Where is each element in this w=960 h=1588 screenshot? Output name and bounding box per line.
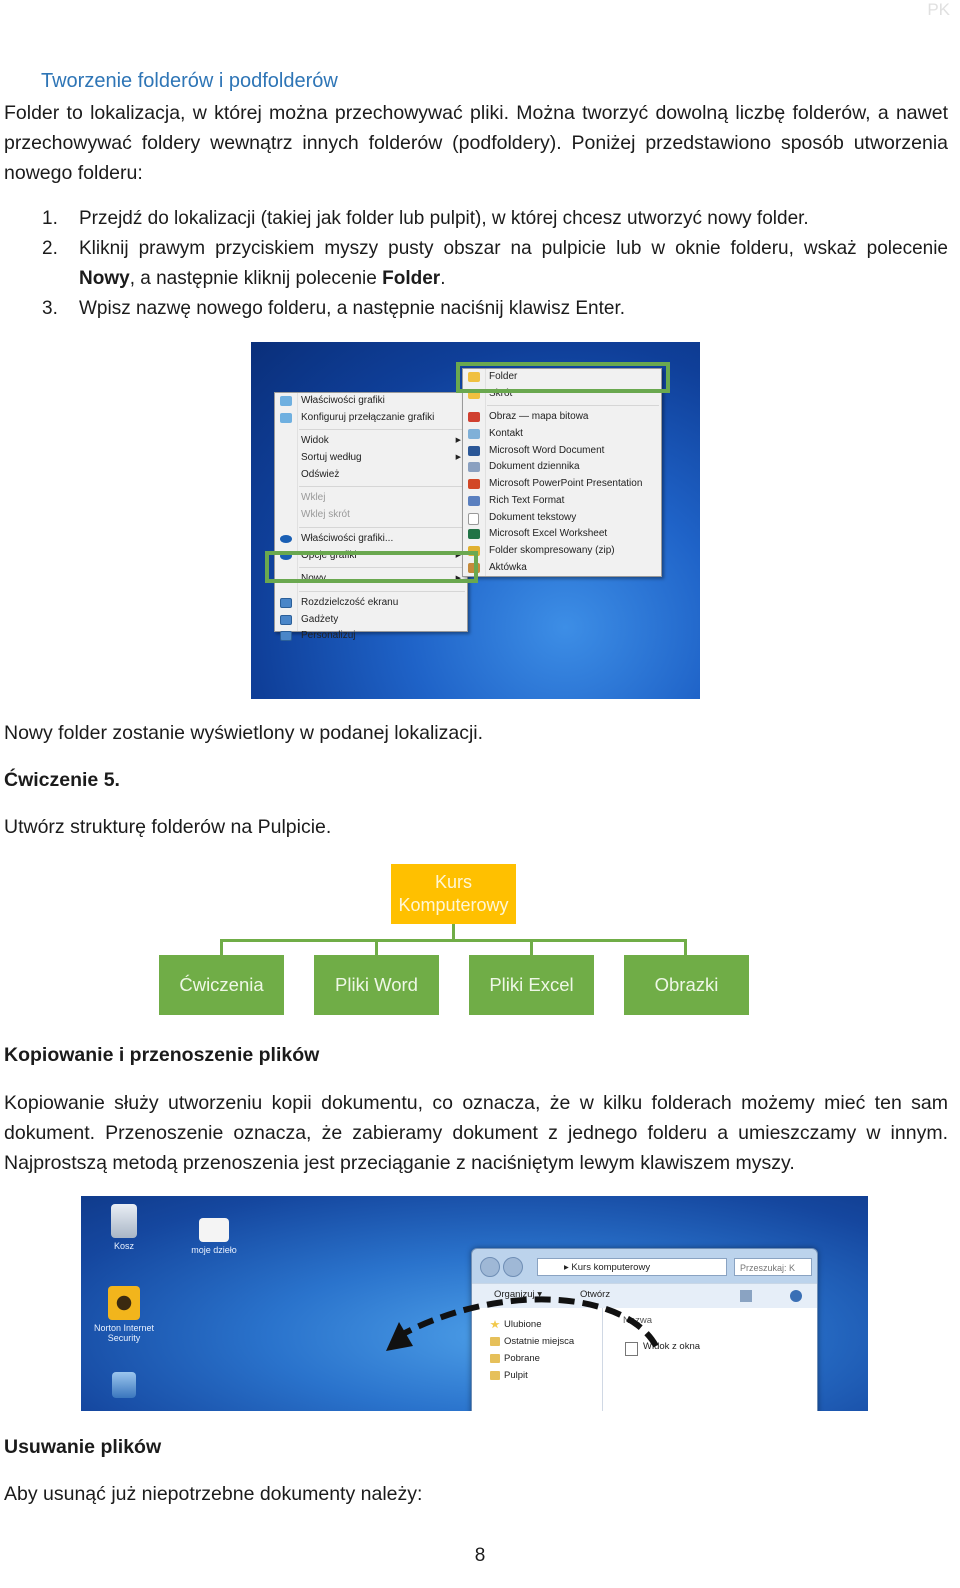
img-icon <box>468 412 480 422</box>
jour-icon <box>468 462 480 472</box>
menu-separator <box>299 591 465 592</box>
submenu-item[interactable] <box>463 526 661 543</box>
context-menu-item[interactable] <box>275 433 467 450</box>
step-text-part: Kliknij prawym przyciskiem myszy pusty obszar na pulpicie lub w oknie folderu, wskaż polecenie <box>79 238 948 259</box>
copy-section-text: Kopiowanie służy utworzeniu kopii dokumentu, co oznacza, że w kilku folderach możemy mieć ten sam dokument. Przenoszenie oznacza, że zabieramy dokument z jednego folderu a umieszczamy w innym. Najprostszą metodą przenoszenia jest przeciąganie z naciśniętym lewym klawiszem myszy. <box>4 1092 948 1174</box>
submenu-arrow-icon: ▶ <box>455 551 461 559</box>
context-menu-item <box>275 490 467 507</box>
context-menu-item-label: Wklej skrót <box>301 509 350 521</box>
after-shot-text: Nowy folder zostanie wyświetlony w podanej lokalizacji. <box>4 722 484 744</box>
nowy-highlight <box>265 551 478 583</box>
context-menu-item-label: Gadżety <box>301 613 339 625</box>
context-menu-item[interactable] <box>275 410 467 427</box>
step-text-part: , a następnie kliknij polecenie <box>129 268 383 289</box>
submenu-item-label: Microsoft PowerPoint Presentation <box>489 478 643 490</box>
org-root-line1: Kurs <box>434 872 472 892</box>
context-menu-item-label: Widok <box>301 435 329 447</box>
submenu-item[interactable] <box>463 560 661 577</box>
org-root-line2: Komputerowy <box>398 895 509 915</box>
org-child-obrazki: Obrazki <box>624 955 749 1015</box>
address-bar[interactable]: ▸ Kurs komputerowy <box>537 1258 727 1276</box>
context-menu-item-label: Personalizuj <box>301 630 356 642</box>
step-bold-term: Nowy <box>79 268 130 289</box>
context-menu-item-label: Nowy <box>301 573 327 585</box>
intel-icon <box>280 535 292 543</box>
step-item <box>4 204 948 234</box>
context-menu-item-label: Konfiguruj przełączanie grafiki <box>301 411 435 423</box>
header-mark: PK <box>927 0 950 19</box>
org-child-pliki-word: Pliki Word <box>314 955 439 1015</box>
context-menu-item[interactable] <box>275 531 467 548</box>
desktop-icon-label: moje dzieło <box>191 1245 237 1255</box>
drag-screenshot <box>81 1196 868 1411</box>
rtf-icon <box>468 496 480 506</box>
step-number: 1. <box>42 208 58 229</box>
drag-arrow-path <box>399 1299 656 1346</box>
submenu-item[interactable] <box>463 493 661 510</box>
step-number: 3. <box>42 298 58 319</box>
nav-label: Pobrane <box>504 1353 540 1364</box>
submenu-item-label: Microsoft Excel Worksheet <box>489 528 608 540</box>
org-connector-bar <box>220 939 687 942</box>
submenu-item-label: Folder skompresowany (zip) <box>489 544 615 556</box>
monitor-icon <box>280 598 292 608</box>
xls-icon <box>468 529 480 539</box>
search-input[interactable]: Przeszukaj: K <box>734 1258 812 1276</box>
context-menu-item-label: Wklej <box>301 492 326 504</box>
submenu-arrow-icon: ▶ <box>455 437 461 445</box>
submenu-item-label: Microsoft Word Document <box>489 444 605 456</box>
exercise-text: Utwórz strukturę folderów na Pulpicie. <box>4 816 332 838</box>
submenu-item[interactable] <box>463 476 661 493</box>
step-bold-term: Folder <box>382 268 441 289</box>
nav-label: Ulubione <box>504 1319 542 1330</box>
nav-label: Pulpit <box>504 1370 528 1381</box>
menu-separator <box>299 429 465 430</box>
column-header-name[interactable]: Nazwa <box>623 1315 653 1326</box>
context-menu-item[interactable] <box>275 612 467 629</box>
org-connector-1 <box>220 939 223 955</box>
step-item <box>4 234 948 294</box>
drag-arrow <box>81 1196 868 1411</box>
org-root-box <box>391 864 516 924</box>
context-menu-item-label: Odśwież <box>301 468 340 480</box>
menu-separator <box>487 405 659 406</box>
context-menu-item[interactable] <box>275 595 467 612</box>
context-menu-item-label: Rozdzielczość ekranu <box>301 596 399 608</box>
context-menu <box>274 392 468 642</box>
intro-paragraph: Folder to lokalizacja, w której można przechowywać pliki. Można tworzyć dowolną liczbę folderów, a nawet przechowywać foldery wewnątrz innych folderów (podfoldery). Poniżej przedstawiono sposób utworzenia nowego folderu: <box>4 102 948 184</box>
submenu-item-label: Skrót <box>489 387 513 399</box>
context-menu-item[interactable] <box>275 450 467 467</box>
submenu-item[interactable] <box>463 510 661 527</box>
context-menu-screenshot <box>251 342 700 699</box>
organize-button[interactable]: Organizuj ▾ <box>494 1289 543 1300</box>
org-connector-3 <box>530 939 533 955</box>
org-connector-root <box>452 924 455 940</box>
submenu-arrow-icon: ▶ <box>455 575 461 583</box>
section-title: Tworzenie folderów i podfolderów <box>41 70 338 92</box>
word-icon <box>468 446 480 456</box>
step-text-part: Wpisz nazwę nowego folderu, a następnie naciśnij klawisz Enter. <box>79 298 626 319</box>
desktop-icon-label: Norton Internet Security <box>93 1323 155 1343</box>
submenu-item[interactable] <box>463 426 661 443</box>
org-child-cwiczenia: Ćwiczenia <box>159 955 284 1015</box>
context-menu-item-label: Sortuj według <box>301 452 362 464</box>
context-menu-item-label: Opcje grafiki <box>301 549 357 561</box>
step-number: 2. <box>42 238 58 259</box>
step-text <box>79 234 948 294</box>
step-text-part: Przejdź do lokalizacji (takiej jak folder lub pulpit), w której chcesz utworzyć nowy folder. <box>79 208 809 229</box>
step-item <box>4 294 948 324</box>
submenu-item-label: Rich Text Format <box>489 494 565 506</box>
step-text <box>79 294 948 324</box>
delete-section-text: Aby usunąć już niepotrzebne dokumenty należy: <box>4 1483 423 1505</box>
steps-list <box>4 204 948 324</box>
step-text-part: . <box>440 268 446 289</box>
exercise-title: Ćwiczenie 5. <box>4 769 120 791</box>
delete-section-title: Usuwanie plików <box>4 1436 162 1458</box>
drag-arrow-head <box>386 1322 413 1351</box>
org-child-pliki-excel: Pliki Excel <box>469 955 594 1015</box>
submenu-item-label: Dokument dziennika <box>489 461 580 473</box>
step-text <box>79 204 948 234</box>
submenu-item[interactable] <box>463 409 661 426</box>
menu-separator <box>299 486 465 487</box>
submenu-item-label: Kontakt <box>489 428 523 440</box>
submenu-item[interactable] <box>463 459 661 476</box>
org-connector-4 <box>684 939 687 955</box>
cont-icon <box>468 429 480 439</box>
submenu-item[interactable] <box>463 443 661 460</box>
submenu-item[interactable] <box>463 543 661 560</box>
submenu-item-label: Folder <box>489 371 518 382</box>
new-submenu <box>462 368 662 577</box>
page-number: 8 <box>474 1545 486 1566</box>
context-menu-item[interactable] <box>275 628 467 645</box>
monitor-icon <box>280 631 292 641</box>
submenu-arrow-icon: ▶ <box>455 454 461 462</box>
context-menu-item[interactable] <box>275 393 467 410</box>
copy-section-title: Kopiowanie i przenoszenie plików <box>4 1044 320 1066</box>
desktop-icon-label: Kosz <box>113 1241 134 1251</box>
menu-separator <box>299 527 465 528</box>
submenu-item-label: Aktówka <box>489 561 527 573</box>
paint-icon <box>280 413 292 423</box>
file-label: Widok z okna <box>643 1341 701 1352</box>
context-menu-item-label: Właściwości grafiki <box>301 395 385 406</box>
context-menu-item <box>275 507 467 524</box>
submenu-item-label: Dokument tekstowy <box>489 511 577 523</box>
paint-icon <box>280 396 292 406</box>
org-connector-2 <box>375 939 378 955</box>
ppt-icon <box>468 479 480 489</box>
context-menu-item-label: Właściwości grafiki... <box>301 532 394 544</box>
monitor-icon <box>280 615 292 625</box>
open-button[interactable]: Otwórz <box>580 1289 611 1300</box>
folder-highlight <box>456 362 670 393</box>
txt-icon <box>468 513 479 525</box>
submenu-item-label: Obraz — mapa bitowa <box>489 411 589 423</box>
nav-label: Ostatnie miejsca <box>504 1336 575 1347</box>
context-menu-item[interactable] <box>275 467 467 484</box>
